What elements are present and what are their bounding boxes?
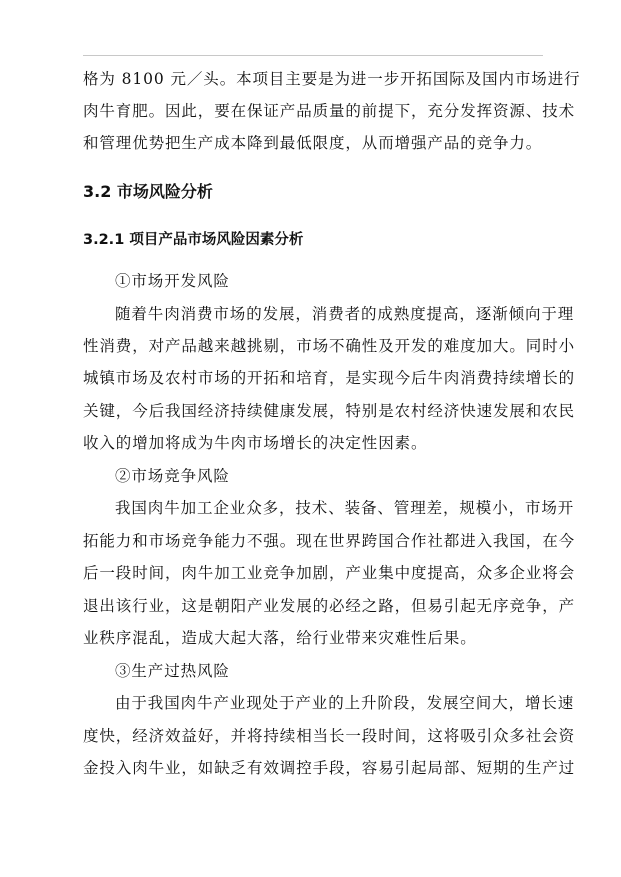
body-text-line: 性消费，对产品越来越挑剔，市场不确性及开发的难度加大。同时小 — [83, 337, 576, 355]
body-text-line: 后一段时间，肉牛加工业竞争加剧，产业集中度提高，众多企业将会 — [83, 564, 576, 582]
body-text-line: 格为 8100 元／头。本项目主要是为进一步开拓国际及国内市场进行 — [83, 70, 581, 88]
risk-title: ③生产过热风险 — [115, 662, 230, 680]
body-text-line: 随着牛肉消费市场的发展，消费者的成熟度提高，逐渐倾向于理 — [115, 305, 575, 323]
body-text-line: 城镇市场及农村市场的开拓和培育，是实现今后牛肉消费持续增长的 — [83, 369, 576, 387]
body-text-line: 关键，今后我国经济持续健康发展，特别是农村经济快速发展和农民 — [83, 402, 576, 420]
subsection-heading: 3.2.1 项目产品市场风险因素分析 — [83, 232, 304, 248]
body-text-line: 拓能力和市场竞争能力不强。现在世界跨国合作社都进入我国，在今 — [83, 532, 576, 550]
body-text-line: 肉牛育肥。因此，要在保证产品质量的前提下，充分发挥资源、技术 — [83, 102, 576, 120]
risk-title: ②市场竞争风险 — [115, 467, 230, 485]
body-text-line: 金投入肉牛业，如缺乏有效调控手段，容易引起局部、短期的生产过 — [83, 759, 576, 777]
risk-title: ①市场开发风险 — [115, 272, 230, 290]
body-text-line: 退出该行业，这是朝阳产业发展的必经之路，但易引起无序竞争，产 — [83, 597, 576, 615]
body-text-line: 由于我国肉牛产业现处于产业的上升阶段，发展空间大，增长速 — [115, 694, 575, 712]
header-rule — [83, 55, 543, 56]
body-text-line: 收入的增加将成为牛肉市场增长的决定性因素。 — [83, 434, 428, 452]
body-text-line: 和管理优势把生产成本降到最低限度，从而增强产品的竞争力。 — [83, 134, 543, 152]
body-text-line: 业秩序混乱，造成大起大落，给行业带来灾难性后果。 — [83, 629, 477, 647]
body-text-line: 度快，经济效益好，并将持续相当长一段时间，这将吸引众多社会资 — [83, 727, 576, 745]
body-text-line: 我国肉牛加工企业众多，技术、装备、管理差，规模小，市场开 — [115, 499, 575, 517]
section-heading: 3.2 市场风险分析 — [83, 182, 213, 201]
